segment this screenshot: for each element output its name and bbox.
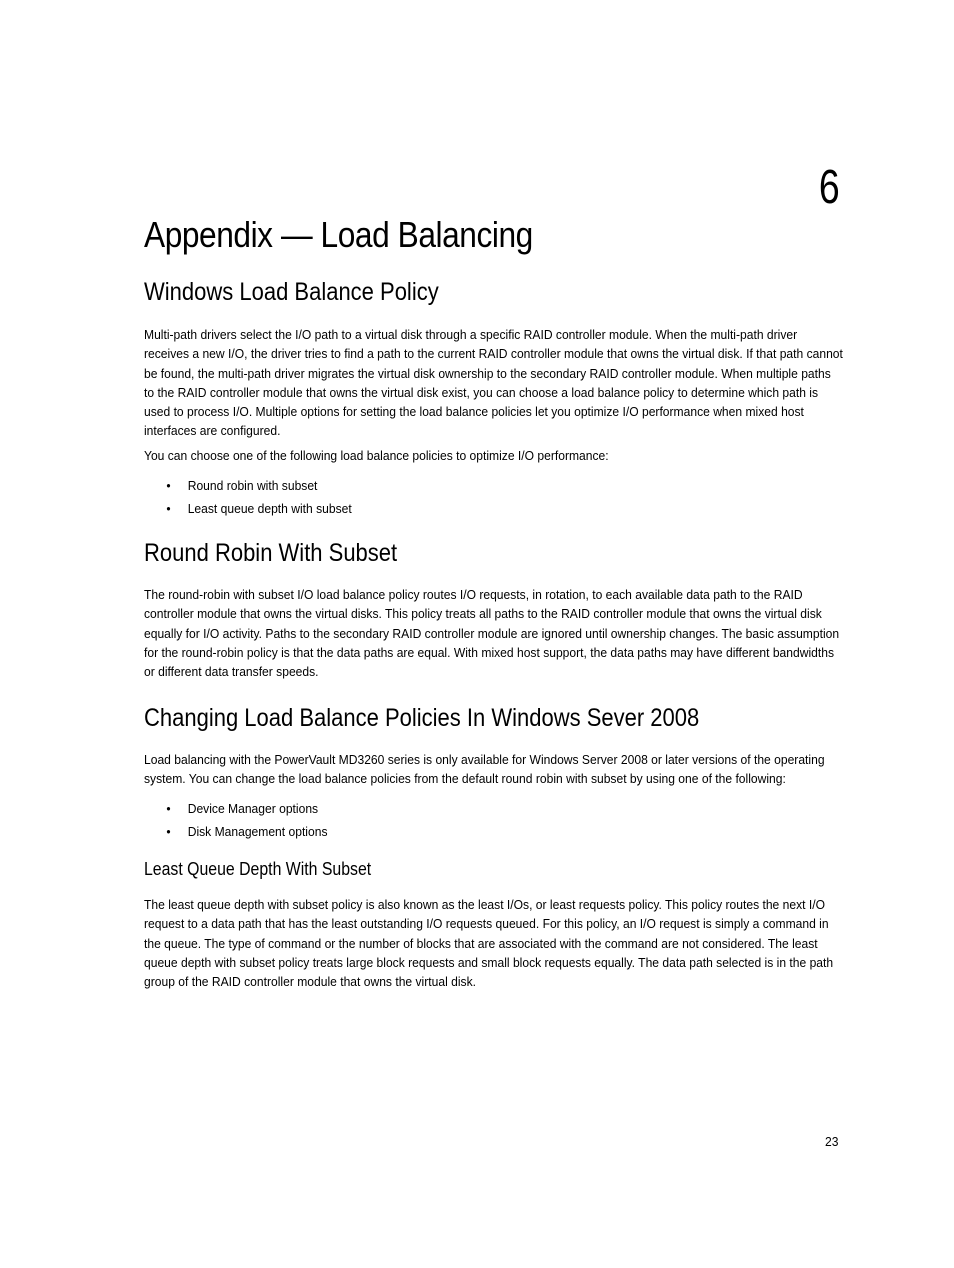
section-heading-changing-policies: Changing Load Balance Policies In Windows Sever 2008 [144,703,700,732]
windows-policy-list [144,474,844,520]
round-robin-paragraph: The round-robin with subset I/O load balance policy routes I/O requests, in rotation, to each available data path to the RAID controller module that owns the virtual disks. This policy treats all paths to the RAID controller module that owns the virtual disk equally for I/O activity. Paths to the secondary RAID controller module are ignored until ownership changes. The basic assumption for the round-robin policy is that the data paths are equal. With mixed host support, the data paths may have different bandwidths or different data transfer speeds. [144,587,840,680]
page-content [144,212,844,992]
list-item: • Least queue depth with subset [144,497,795,520]
chapter-number: 6 [819,161,840,214]
subsection-heading-least-queue: Least Queue Depth With Subset [144,859,372,880]
section-heading-windows-policy: Windows Load Balance Policy [144,278,439,306]
page-title: Appendix — Load Balancing [144,214,533,255]
changing-policies-list [144,797,844,843]
least-queue-paragraph: The least queue depth with subset policy is also known as the least I/Os, or least requests policy. This policy routes the next I/O request to a data path that has the least outstanding I/O requests queued. For this policy, an I/O request is simply a command in the queue. The type of command or the number of blocks that are associated with the command are not considered. The least queue depth with subset policy treats large block requests and small block requests equally. The data path selected is in the path group of the RAID controller module that owns the virtual disk. [144,897,834,990]
windows-policy-paragraph-2: You can choose one of the following load balance policies to optimize I/O performance: [144,447,609,463]
changing-policies-paragraph: Load balancing with the PowerVault MD3260 series is only available for Windows Server 2008 or later versions of the operating system. You can change the load balance policies from the default round robin with subset by using one of the following: [144,751,825,786]
list-item: • Round robin with subset [144,474,795,497]
windows-policy-paragraph-1: Multi-path drivers select the I/O path to a virtual disk through a specific RAID controller module. When the multi-path driver receives a new I/O, the driver tries to find a path to the current RAID controller module that owns the virtual disk. If that path cannot be found, the multi-path driver migrates the virtual disk ownership to the secondary RAID controller module. When multiple paths to the RAID controller module that owns the virtual disk exist, you can choose a load balance policy to determine which path is used to process I/O. Multiple options for setting the load balance policies let you optimize I/O performance when mixed host interfaces are configured. [144,327,843,439]
section-heading-round-robin: Round Robin With Subset [144,539,398,568]
page-number: 23 [824,1134,838,1149]
list-item: • Device Manager options [144,797,795,820]
list-item: • Disk Management options [144,820,795,843]
